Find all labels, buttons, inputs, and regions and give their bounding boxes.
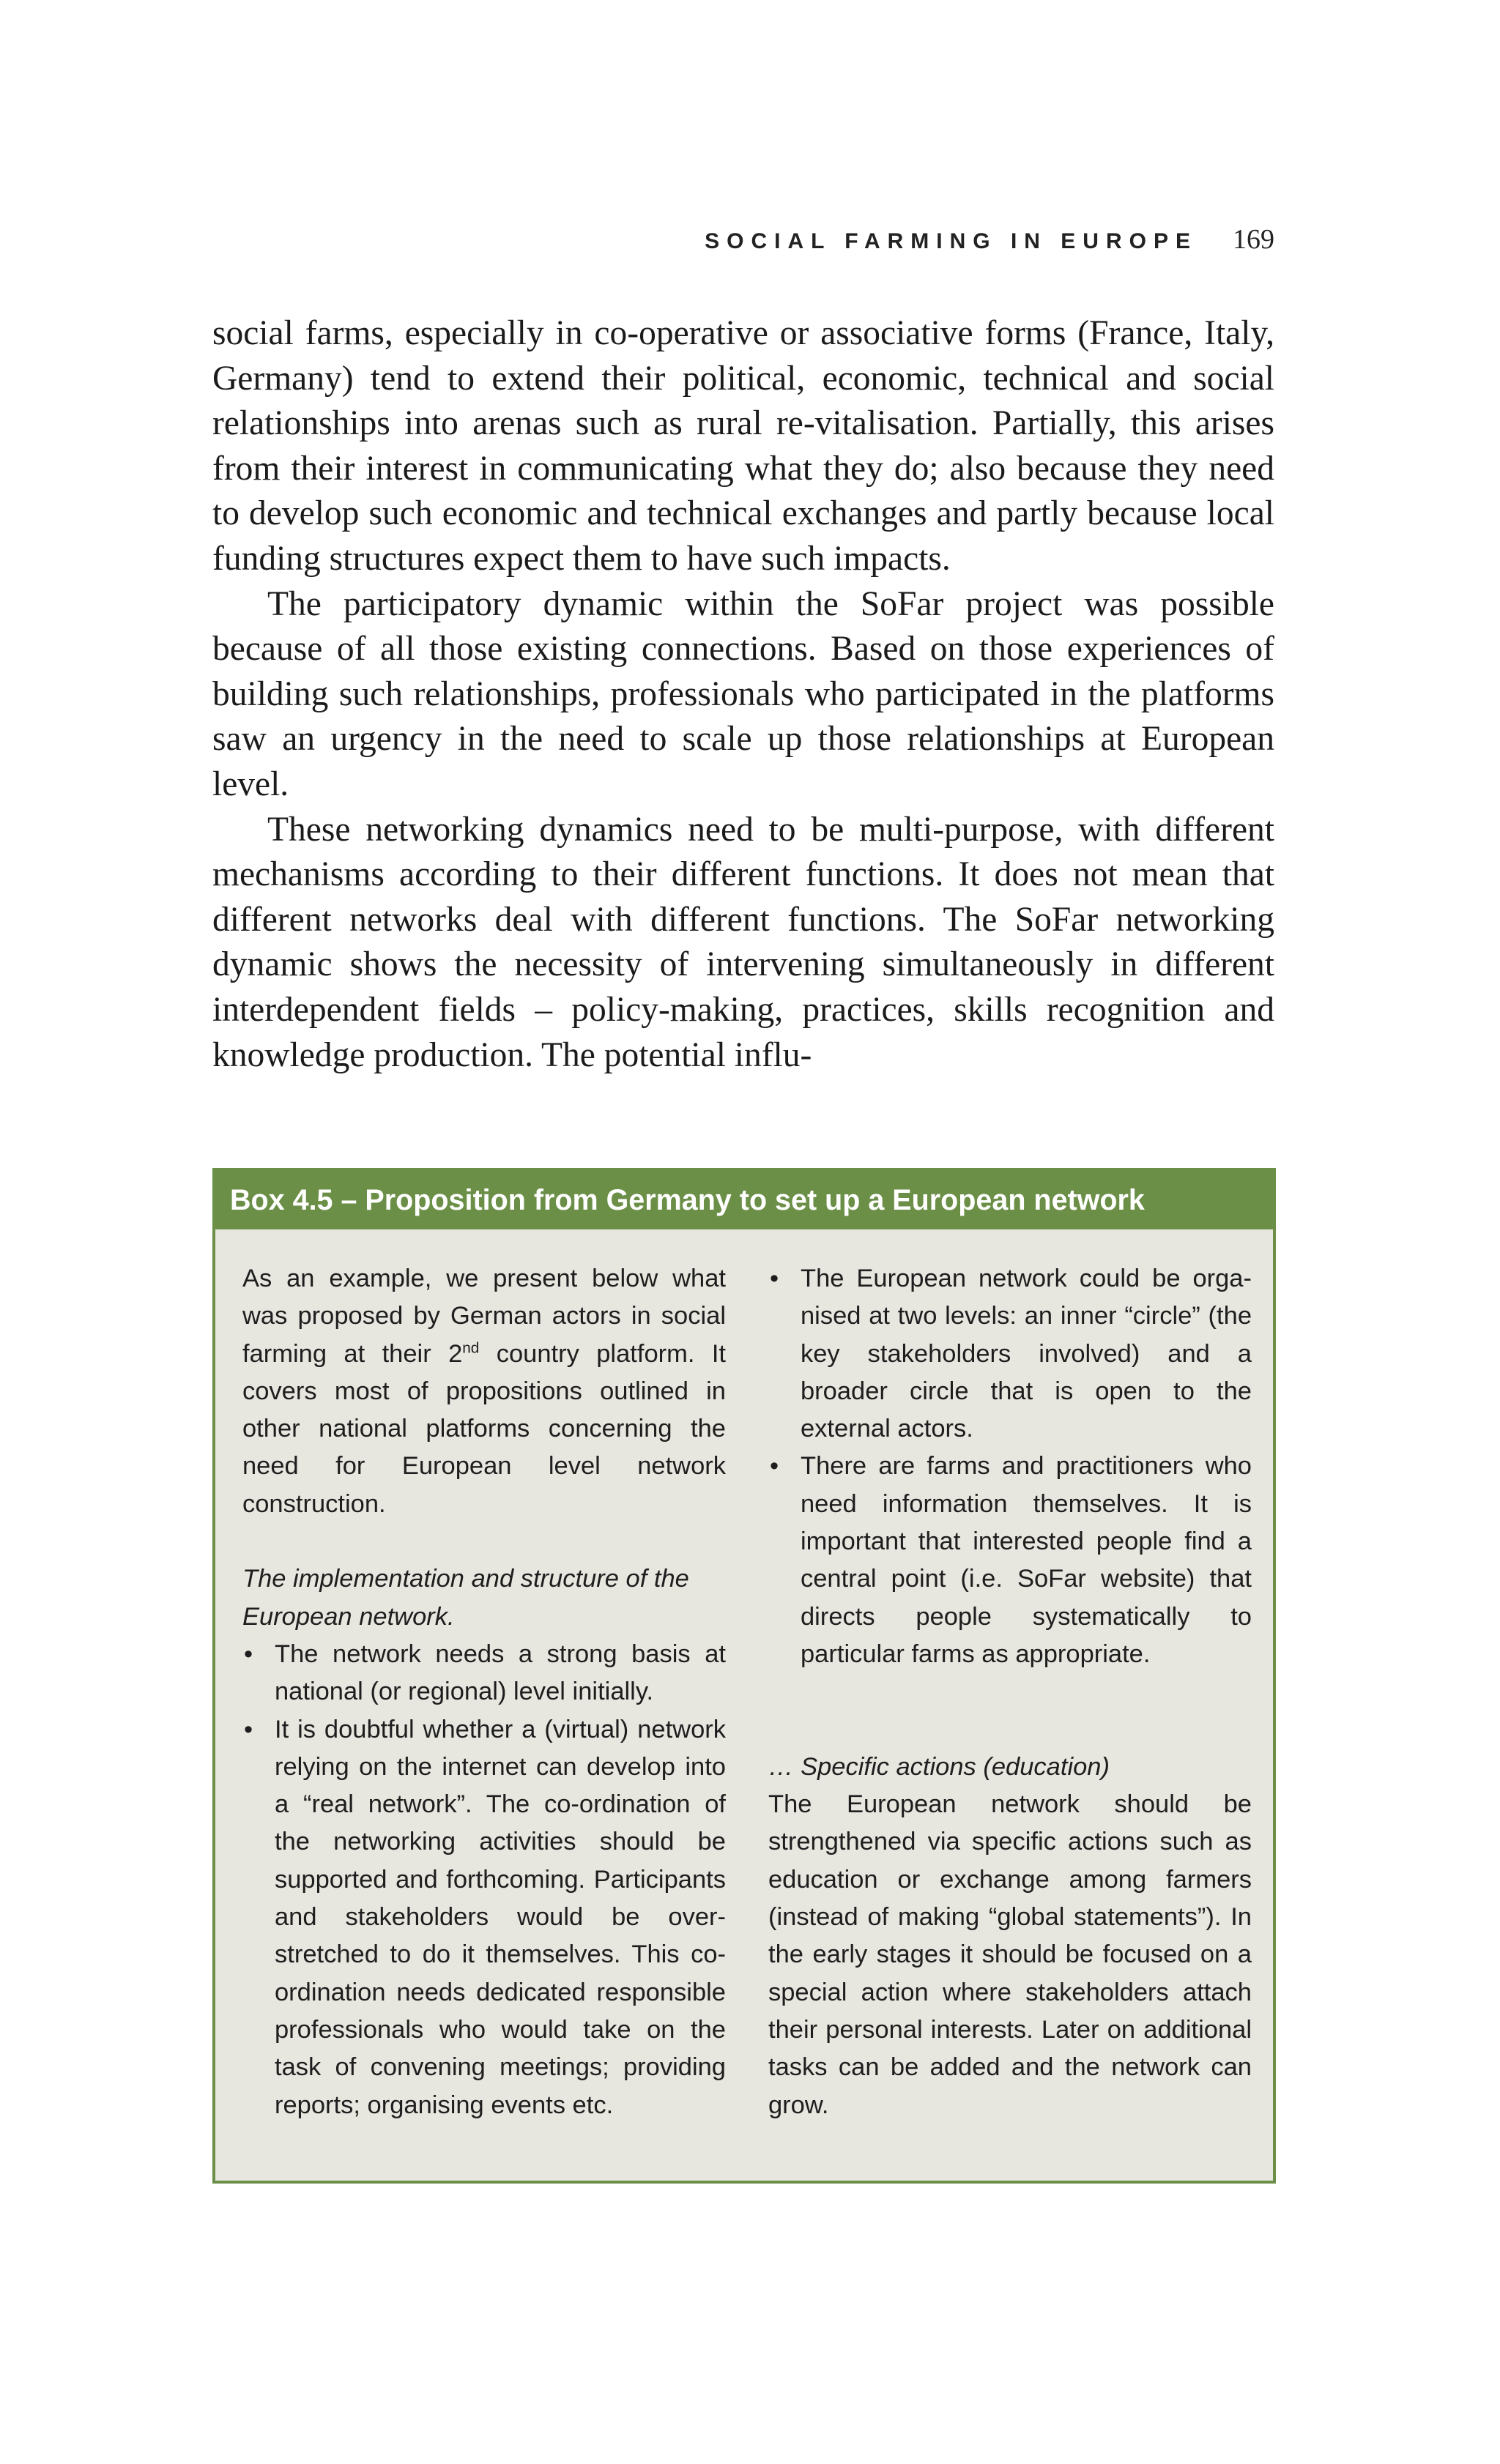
box-bullet-list: [768, 1260, 1252, 1673]
body-text: [212, 311, 1274, 1078]
page-header: [212, 223, 1274, 256]
box-title: Box 4.5 – Proposition from Germany to set up a European network: [215, 1171, 1273, 1229]
bullet-item: • It is doubtful whether a (virtual) network relying on the internet can develop into a “real network”. The co-ordination of the networking activities should be supported and forthcoming. Participants and stakeholders would be over-stretched to do it themselves. This co-ordination needs dedicated responsible professionals who would take on the task of convening meetings; providing reports; organising events etc.: [242, 1711, 726, 2124]
box-intro: [242, 1260, 726, 1523]
bullet-item: • The network needs a strong basis at national (or regional) level initially.: [242, 1636, 726, 1711]
box-bullet-list: [242, 1636, 726, 2124]
box-paragraph: The European network should be strengthened via specific actions such as education or exchange among farmers (instead of making “global statements”). In the early stages it should be focused on a special action where stakeholders attach their personal interests. Later on additional tasks can be added and the network can grow.: [768, 1790, 1252, 2119]
bullet-item: • The European network could be organised at two levels: an inner “circle” (the key stakeholders involved) and a broader circle that is open to the external actors.: [768, 1260, 1252, 1448]
box-subheading: The implementation and structure of the European network.: [242, 1565, 689, 1631]
page-number: 169: [1233, 224, 1274, 255]
ordinal-superscript: nd: [462, 1339, 480, 1357]
box-columns: [242, 1260, 1252, 2124]
box-subheading: … Specific actions (education): [768, 1752, 1110, 1781]
box-right-column: [768, 1260, 1252, 2124]
body-paragraph: These networking dynamics need to be multi-purpose, with different mechanisms according to their different functions. It does not mean that different networks deal with different functions. The SoFar networking dynamic shows the necessity of intervening simultaneously in different interdependent fields – policy-making, practices, skills recognition and knowledge production. The potential influ-: [212, 810, 1274, 1074]
intro-text-continued: country platform. It covers most of propositions outlined in other national platforms concerning the need for European level network construction.: [242, 1339, 726, 1518]
box-left-column: [242, 1260, 726, 2124]
body-paragraph: social farms, especially in co-operative or associative forms (France, Italy, Germany) tend to extend their political, economic, technical and social relationships into arenas such as rural re-vitalisation. Partially, this arises from their interest in communicating what they do; also because they need to develop such economic and technical exchanges and partly because local funding structures expect them to have such impacts.: [212, 314, 1274, 578]
bullet-item: • There are farms and practitioners who need information themselves. It is important that interested people find a central point (i.e. SoFar website) that directs people systematically to particular farms as appropriate.: [768, 1448, 1252, 1673]
intro-text: As an example, we present below what was proposed by German actors in social farming at their 2: [242, 1265, 726, 1368]
body-paragraph: The participatory dynamic within the SoFar project was possible because of all those existing connections. Based on those experiences of building such relationships, professionals who participated in the platforms saw an urgency in the need to scale up those relationships at European level.: [212, 584, 1274, 803]
text-box: [212, 1168, 1276, 2184]
running-title: SOCIAL FARMING IN EUROPE: [705, 229, 1198, 253]
